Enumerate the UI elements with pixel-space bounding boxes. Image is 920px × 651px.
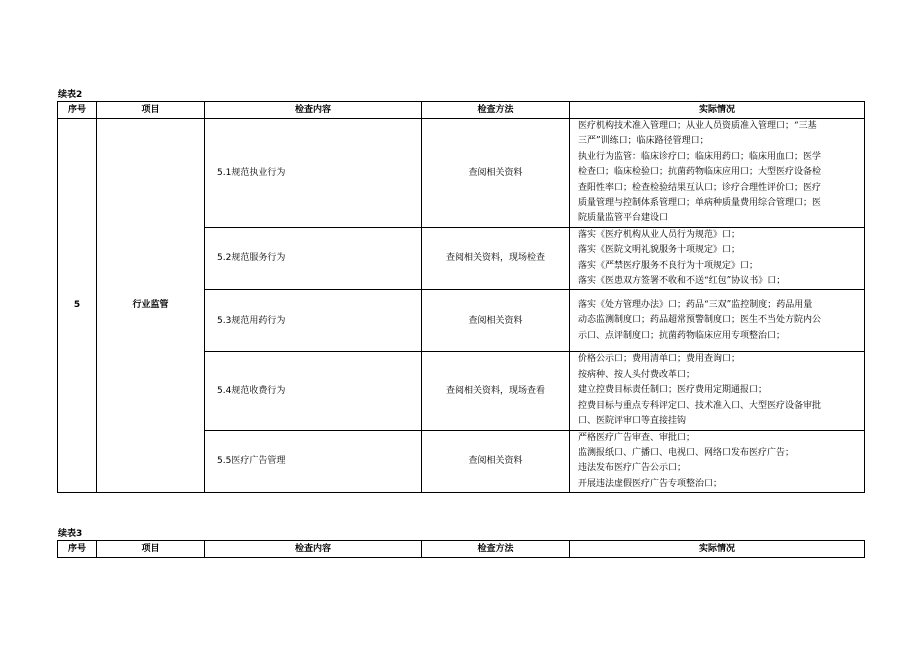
content-cell: 5.2规范服务行为 xyxy=(205,227,422,290)
actual-line: 建立控费目标责任制口；医疗费用定期通报口； xyxy=(578,385,768,396)
actual-line: 监测报纸口、广播口、电视口、网络口发布医疗广告； xyxy=(578,447,795,458)
header-actual: 实际情况 xyxy=(570,541,865,558)
header-content: 检查内容 xyxy=(205,102,422,119)
method-cell: 查阅相关资料，现场查看 xyxy=(422,352,570,430)
header-item: 项目 xyxy=(97,102,205,119)
table-header-row xyxy=(58,541,865,558)
actual-cell xyxy=(570,290,865,352)
method-cell: 查阅相关资料 xyxy=(422,430,570,493)
actual-line: 落实《医患双方签署不收和不送“红包”协议书》口； xyxy=(578,276,786,287)
content-cell: 5.4规范收费行为 xyxy=(205,352,422,430)
header-seq: 序号 xyxy=(58,541,97,558)
table2-caption: 续表2 xyxy=(58,90,83,100)
content-cell: 5.1规范执业行为 xyxy=(205,119,422,228)
actual-line: 价格公示口；费用清单口；费用查询口； xyxy=(578,354,741,365)
header-method: 检查方法 xyxy=(422,541,570,558)
actual-line: 医疗机构技术准入管理口；从业人员资质准入管理口；“三基 xyxy=(578,121,817,131)
table-row xyxy=(58,119,865,228)
actual-line: 执业行为监管：临床诊疗口；临床用药口；临床用血口；医学 xyxy=(578,151,822,162)
actual-line: 开展违法虚假医疗广告专项整治口； xyxy=(578,478,723,489)
actual-line: 严格医疗广告审查、审批口； xyxy=(578,432,696,443)
actual-cell xyxy=(570,227,865,290)
header-actual: 实际情况 xyxy=(570,102,865,119)
actual-line: 控费目标与重点专科评定口、技术准入口、大型医疗设备审批 xyxy=(578,400,822,411)
header-item: 项目 xyxy=(97,541,205,558)
actual-line: 三严”训练口；临床路径管理口； xyxy=(578,136,709,147)
actual-cell xyxy=(570,352,865,430)
actual-line: 示口、点评制度口；抗菌药物临床应用专项整治口； xyxy=(578,330,786,341)
method-cell: 查阅相关资料，现场检查 xyxy=(422,227,570,290)
method-cell: 查阅相关资料 xyxy=(422,290,570,352)
table-header-row xyxy=(58,102,865,119)
actual-line: 查阳性率口；检查检验结果互认口；诊疗合理性评价口；医疗 xyxy=(578,182,822,193)
actual-line: 落实《处方管理办法》口；药品“三双”监控制度；药品用量 xyxy=(578,299,813,310)
header-content: 检查内容 xyxy=(205,541,422,558)
inspection-table-2 xyxy=(57,101,865,493)
actual-cell xyxy=(570,119,865,228)
table3-caption: 续表3 xyxy=(58,529,83,539)
actual-line: 动态监测制度口；药品超常预警制度口；医生不当处方院内公 xyxy=(578,315,822,326)
actual-line: 院质量监管平台建设口 xyxy=(578,213,669,224)
actual-line: 落实《严禁医疗服务不良行为十项规定》口； xyxy=(578,260,759,271)
header-seq: 序号 xyxy=(58,102,97,119)
item-cell: 行业监管 xyxy=(97,119,205,493)
actual-line: 违法发布医疗广告公示口； xyxy=(578,463,687,474)
content-cell: 5.5医疗广告管理 xyxy=(205,430,422,493)
inspection-table-3 xyxy=(57,540,865,558)
actual-line: 落实《医院文明礼貌服务十项规定》口； xyxy=(578,245,741,256)
actual-line: 检查口；临床检验口；抗菌药物临床应用口；大型医疗设备检 xyxy=(578,167,822,178)
actual-line: 落实《医疗机构从业人员行为规范》口； xyxy=(578,229,741,240)
actual-line: 按病种、按人头付费改革口； xyxy=(578,369,696,380)
actual-cell xyxy=(570,430,865,493)
seq-cell: 5 xyxy=(58,119,97,493)
actual-line: 口、医院评审口等直接挂钩 xyxy=(578,416,687,427)
content-cell: 5.3规范用药行为 xyxy=(205,290,422,352)
header-method: 检查方法 xyxy=(422,102,570,119)
method-cell: 查阅相关资料 xyxy=(422,119,570,228)
actual-line: 质量管理与控制体系管理口；单病种质量费用综合管理口；医 xyxy=(578,198,822,209)
